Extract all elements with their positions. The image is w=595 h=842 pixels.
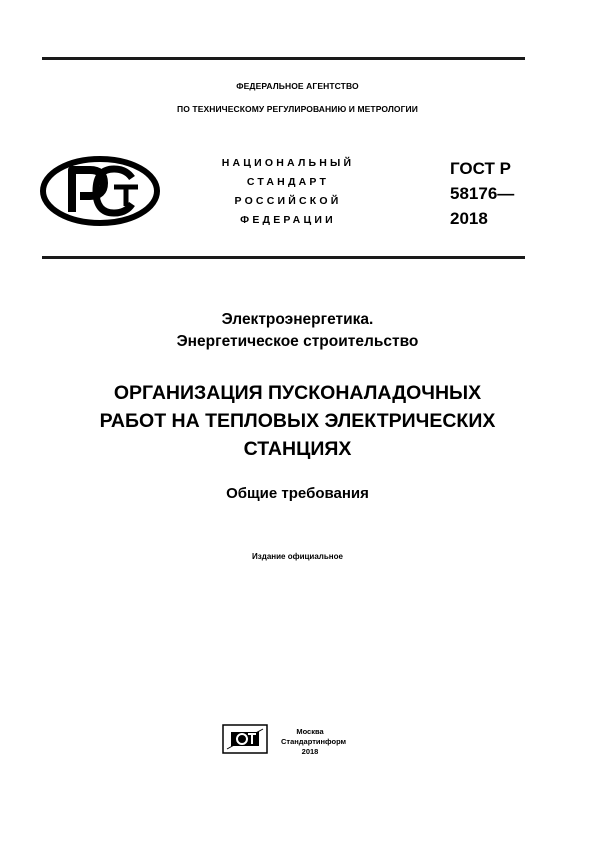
imprint-publisher: Стандартинформ bbox=[281, 737, 347, 746]
standard-type-line-1: НАЦИОНАЛЬНЫЙ bbox=[221, 157, 355, 169]
imprint-city: Москва bbox=[296, 727, 324, 736]
agency-line-2: ПО ТЕХНИЧЕСКОМУ РЕГУЛИРОВАНИЮ И МЕТРОЛОГИИ bbox=[177, 104, 418, 114]
standard-type-line-3: РОССИЙСКОЙ bbox=[234, 195, 342, 207]
title-line-3: СТАНЦИЯХ bbox=[243, 438, 352, 460]
standard-type-line-4: ФЕДЕРАЦИИ bbox=[240, 214, 336, 226]
title-line-2: РАБОТ НА ТЕПЛОВЫХ ЭЛЕКТРИЧЕСКИХ bbox=[99, 410, 496, 432]
standard-type bbox=[208, 154, 368, 230]
imprint bbox=[281, 727, 347, 757]
middle-rule bbox=[42, 256, 525, 259]
agency-line-1: ФЕДЕРАЛЬНОЕ АГЕНТСТВО bbox=[236, 81, 359, 91]
rst-certification-mark-icon bbox=[40, 156, 160, 226]
top-rule bbox=[42, 57, 525, 60]
designation-line-2: 58176— bbox=[450, 184, 515, 203]
document-title bbox=[60, 379, 535, 463]
subject-line-2: Энергетическое строительство bbox=[176, 333, 419, 350]
standard-designation bbox=[450, 156, 514, 231]
edition-note: Издание официальное bbox=[252, 552, 343, 561]
document-subtitle: Общие требования bbox=[226, 485, 369, 502]
designation-line-1: ГОСТ Р bbox=[450, 159, 511, 178]
standard-type-line-2: СТАНДАРТ bbox=[246, 176, 330, 188]
designation-line-3: 2018 bbox=[450, 209, 488, 228]
imprint-year: 2018 bbox=[301, 747, 319, 756]
standartinform-logo-icon bbox=[222, 724, 268, 754]
title-line-1: ОРГАНИЗАЦИЯ ПУСКОНАЛАДОЧНЫХ bbox=[113, 382, 482, 404]
subject-line-1: Электроэнергетика. bbox=[221, 311, 374, 328]
